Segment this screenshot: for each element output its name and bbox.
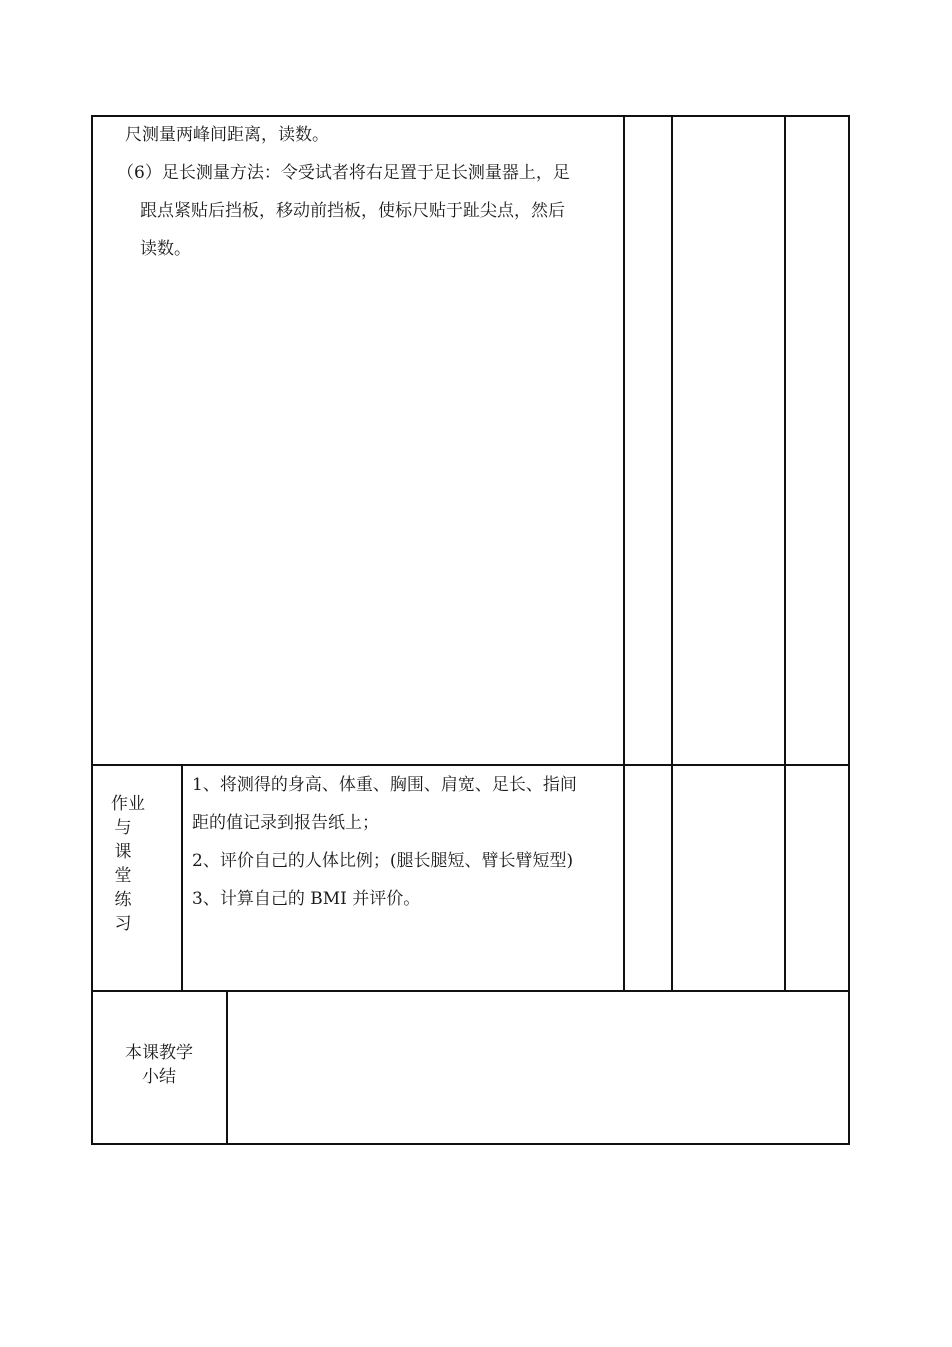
homework-item-2: 2、评价自己的人体比例；(腿长腿短、臂长臂短型) [192,851,574,871]
homework-label-line: 练 [114,890,132,910]
summary-label-line: 本课教学 [125,1043,193,1063]
homework-label [101,792,161,936]
content-line-1: 尺测量两峰间距离，读数。 [125,125,329,145]
summary-content [240,1000,840,1130]
col-divider-c [784,115,786,992]
content-line-3: 跟点紧贴后挡板，移动前挡板，使标尺贴于趾尖点，然后 [140,201,565,221]
homework-label-line: 堂 [114,866,132,886]
table-right-border [848,115,850,1145]
table-bottom-border [91,1143,850,1145]
summary-label-line: 小结 [142,1067,176,1087]
homework-label-line: 习 [114,914,132,934]
homework-item-1: 1、将测得的身高、体重、胸围、肩宽、足长、指间 [192,775,577,795]
summary-label-divider [226,990,228,1145]
col-divider-a [623,115,625,992]
homework-label-divider [181,764,183,992]
homework-label-line: 课 [114,842,132,862]
summary-label [104,1041,214,1089]
homework-label-line: 作业 [111,794,145,814]
homework-label-line: 与 [114,818,132,838]
homework-item-3: 3、计算自己的 BMI 并评价。 [192,889,421,909]
table-left-border [91,115,93,1145]
homework-item-1-cont: 距的值记录到报告纸上； [192,813,379,833]
row-divider-2 [91,990,850,992]
content-line-4: 读数。 [140,239,191,259]
content-line-2: （6）足长测量方法：令受试者将右足置于足长测量器上，足 [117,163,570,183]
col-divider-b [671,115,673,992]
